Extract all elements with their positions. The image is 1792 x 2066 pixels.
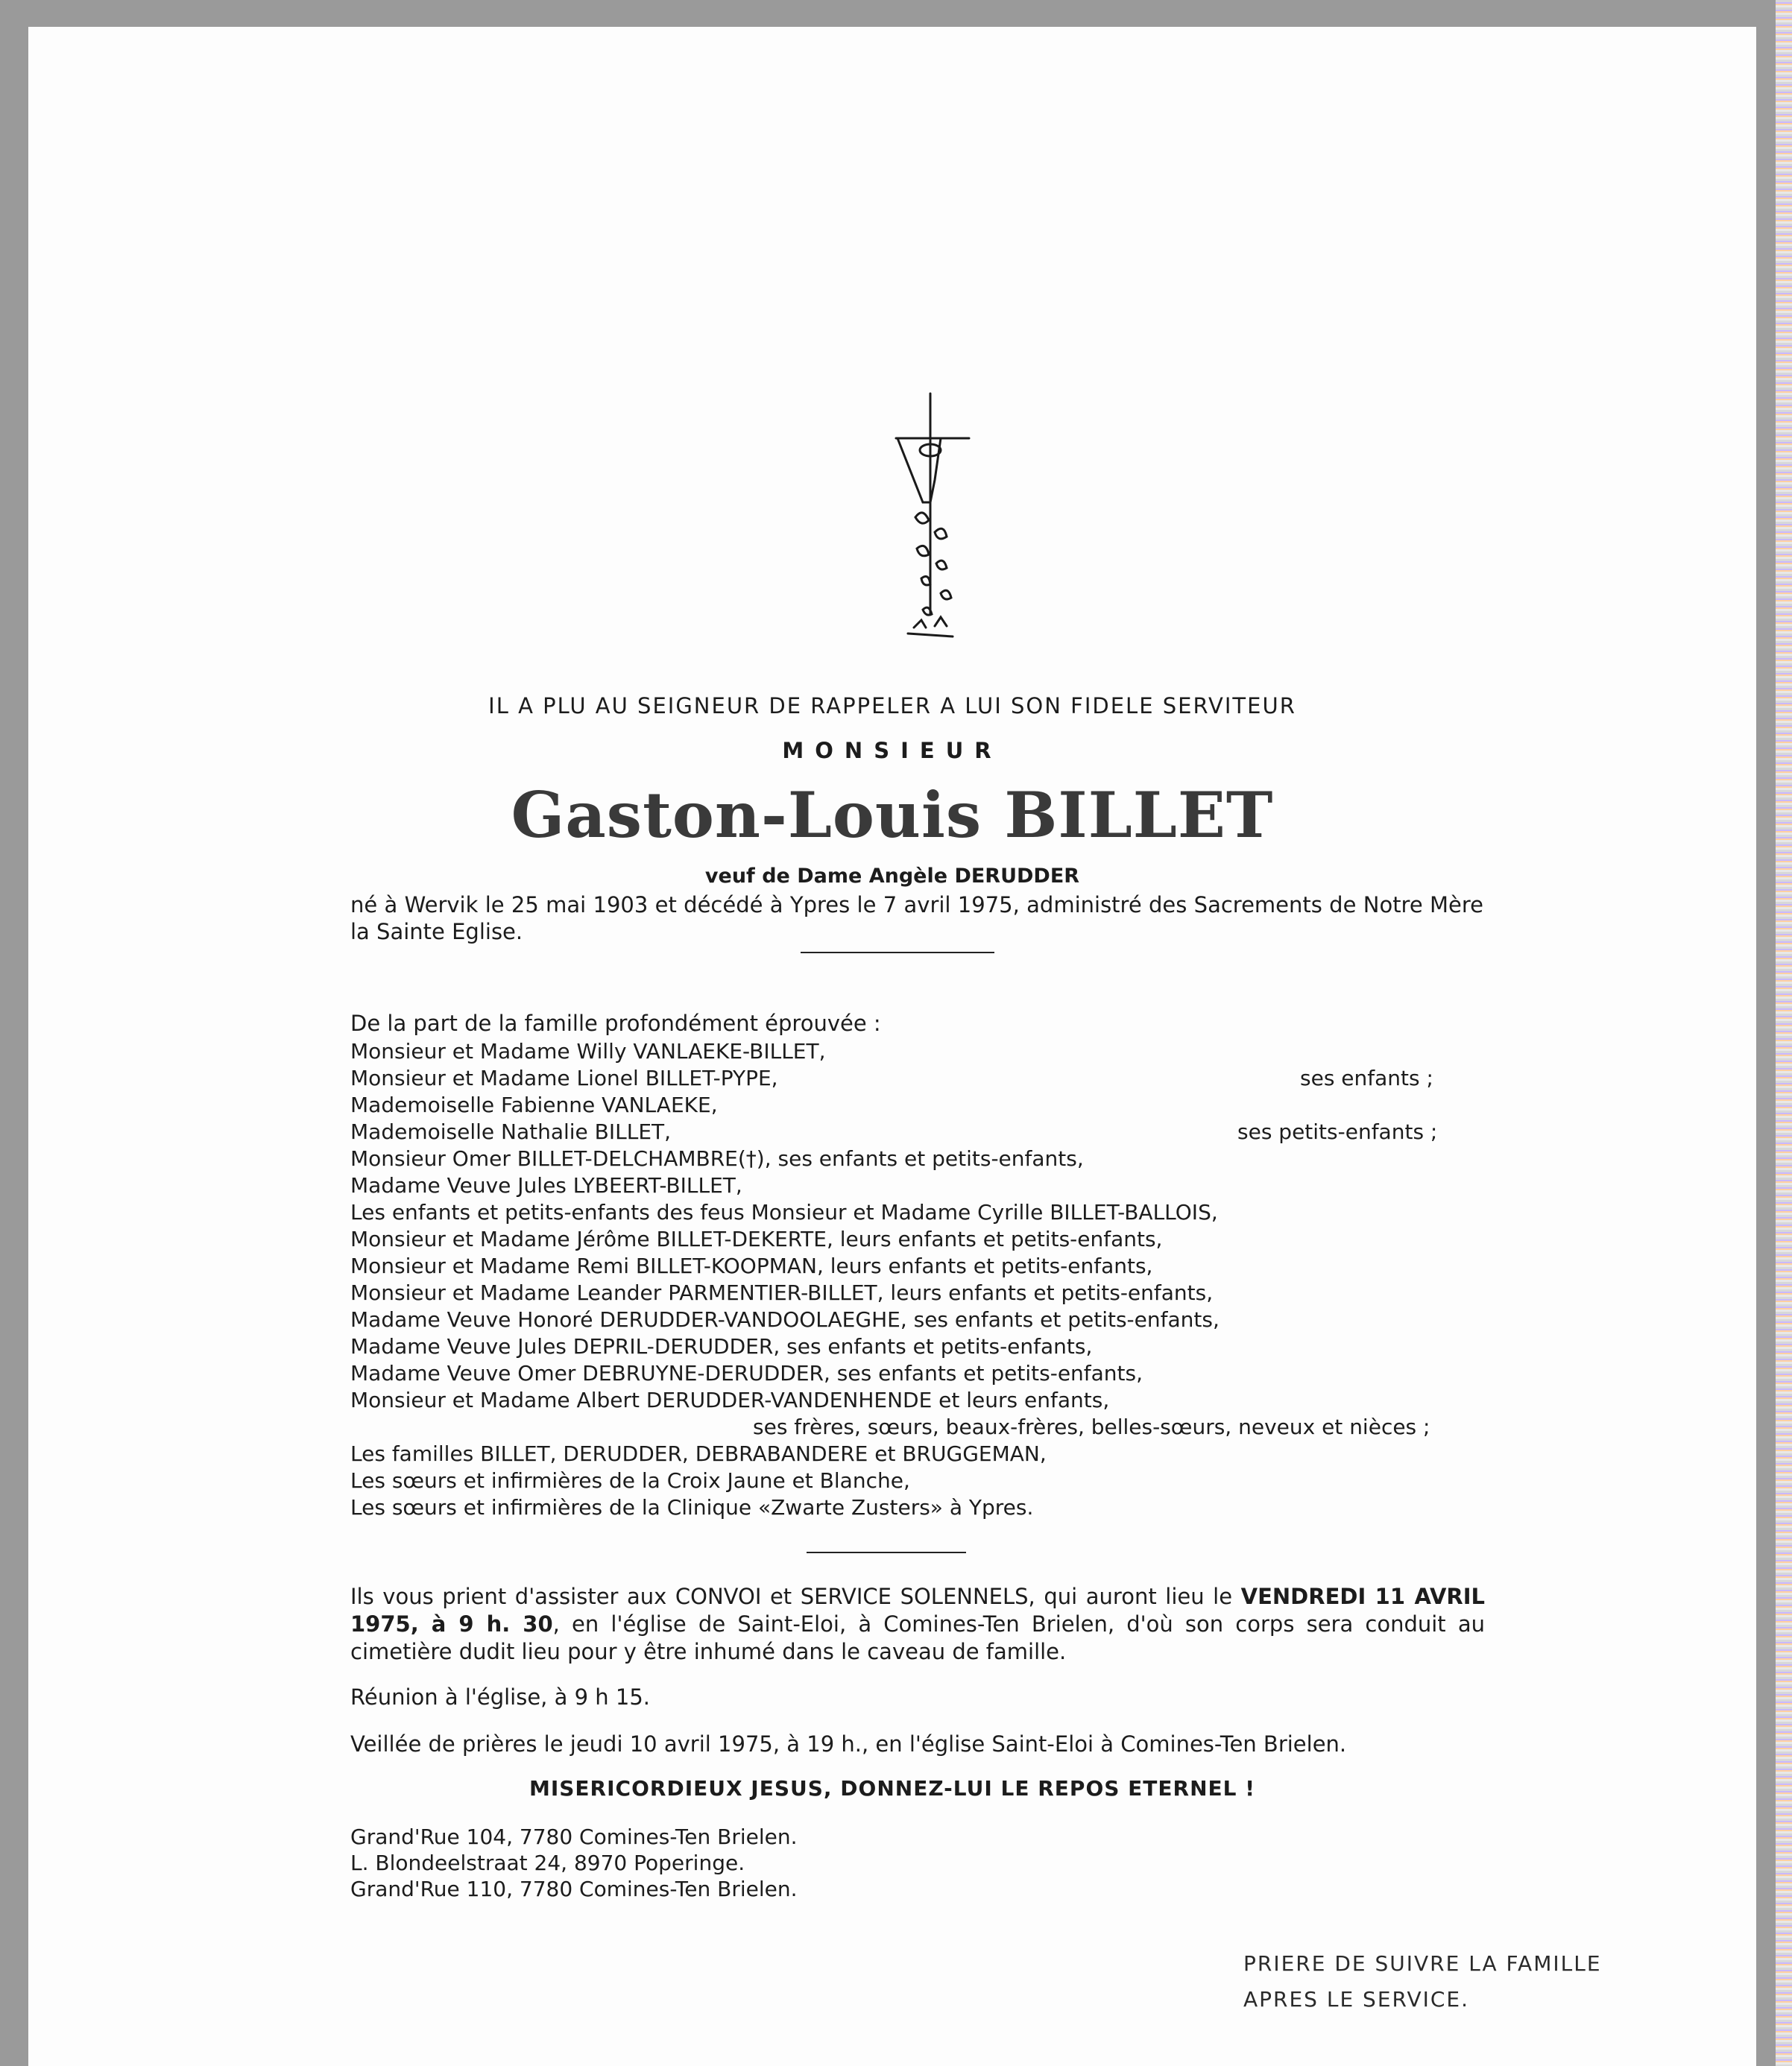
- scanner-edge: [1776, 0, 1792, 2066]
- relation-grandchildren: ses petits-enfants ;: [1237, 1119, 1438, 1144]
- family-notice-line2: APRES LE SERVICE.: [1243, 1987, 1469, 2012]
- family-line: Monsieur et Madame Leander PARMENTIER-BILLET, leurs enfants et petits-enfants,: [350, 1280, 1214, 1305]
- honorific: MONSIEUR: [782, 738, 1003, 763]
- service-date: VENDREDI 11 AVRIL 1975, à 9 h. 30: [350, 1584, 1486, 1637]
- family-line: Monsieur et Madame Albert DERUDDER-VANDENHENDE et leurs enfants,: [350, 1388, 1110, 1412]
- service-announcement: Ils vous prient d'assister aux CONVOI et SERVICE SOLENNELS, qui auront lieu le VENDREDI 11 AVRIL 1975, à 9 h. 30, en l'église de Saint-Eloi, à Comines-Ten Brielen, d'où son corps sera conduit au cimetière dudit lieu pour y être inhumé dans le caveau de famille.: [350, 1584, 1486, 1664]
- family-line: Madame Veuve Honoré DERUDDER-VANDOOLAEGHE, ses enfants et petits-enfants,: [350, 1307, 1220, 1332]
- address-line: L. Blondeelstraat 24, 8970 Poperinge.: [350, 1851, 745, 1875]
- family-line: Les sœurs et infirmières de la Clinique «Zwarte Zusters» à Ypres.: [350, 1495, 1034, 1520]
- divider: [807, 1552, 966, 1553]
- spouse-line: veuf de Dame Angèle DERUDDER: [704, 865, 1080, 888]
- family-line: ses frères, sœurs, beaux-frères, belles-sœurs, neveux et nièces ;: [753, 1415, 1430, 1439]
- relation-children: ses enfants ;: [1300, 1066, 1433, 1090]
- family-line: Monsieur et Madame Remi BILLET-KOOPMAN, leurs enfants et petits-enfants,: [350, 1254, 1153, 1278]
- birth-death-details: né à Wervik le 25 mai 1903 et décédé à Ypres le 7 avril 1975, administré des Sacrements de Notre Mère la Sainte Eglise.: [350, 892, 1483, 944]
- family-intro: De la part de la famille profondément éprouvée :: [350, 1011, 881, 1036]
- cross-lily-ornament: [863, 391, 997, 659]
- family-line: Monsieur et Madame Lionel BILLET-PYPE,: [350, 1066, 778, 1090]
- deceased-name: Gaston-Louis BILLET: [511, 778, 1274, 852]
- family-line: Madame Veuve Omer DEBRUYNE-DERUDDER, ses enfants et petits-enfants,: [350, 1361, 1143, 1386]
- family-notice-line1: PRIERE DE SUIVRE LA FAMILLE: [1243, 1951, 1602, 1976]
- family-line: Madame Veuve Jules LYBEERT-BILLET,: [350, 1173, 742, 1198]
- vigil-line: Veillée de prières le jeudi 10 avril 1975, à 19 h., en l'église Saint-Eloi à Comines-Ten Brielen.: [350, 1731, 1347, 1757]
- family-line: Les enfants et petits-enfants des feus Monsieur et Madame Cyrille BILLET-BALLOIS,: [350, 1200, 1218, 1225]
- mourning-card: [28, 27, 1756, 2066]
- family-line: Monsieur Omer BILLET-DELCHAMBRE(†), ses enfants et petits-enfants,: [350, 1146, 1084, 1171]
- family-line: Les familles BILLET, DERUDDER, DEBRABANDERE et BRUGGEMAN,: [350, 1441, 1047, 1466]
- prayer-line: MISERICORDIEUX JESUS, DONNEZ-LUI LE REPOS ETERNEL !: [529, 1776, 1255, 1801]
- family-line: Mademoiselle Fabienne VANLAEKE,: [350, 1093, 718, 1117]
- address-line: Grand'Rue 104, 7780 Comines-Ten Brielen.: [350, 1825, 798, 1849]
- family-line: Monsieur et Madame Jérôme BILLET-DEKERTE, leurs enfants et petits-enfants,: [350, 1227, 1163, 1251]
- divider: [801, 952, 994, 953]
- family-line: Madame Veuve Jules DEPRIL-DERUDDER, ses enfants et petits-enfants,: [350, 1334, 1093, 1359]
- family-line: Mademoiselle Nathalie BILLET,: [350, 1119, 672, 1144]
- reunion-line: Réunion à l'église, à 9 h 15.: [350, 1684, 650, 1710]
- family-line: Les sœurs et infirmières de la Croix Jaune et Blanche,: [350, 1468, 910, 1493]
- address-line: Grand'Rue 110, 7780 Comines-Ten Brielen.: [350, 1877, 798, 1901]
- announcement-intro: IL A PLU AU SEIGNEUR DE RAPPELER A LUI SON FIDELE SERVITEUR: [488, 693, 1296, 718]
- family-line: Monsieur et Madame Willy VANLAEKE-BILLET,: [350, 1039, 826, 1064]
